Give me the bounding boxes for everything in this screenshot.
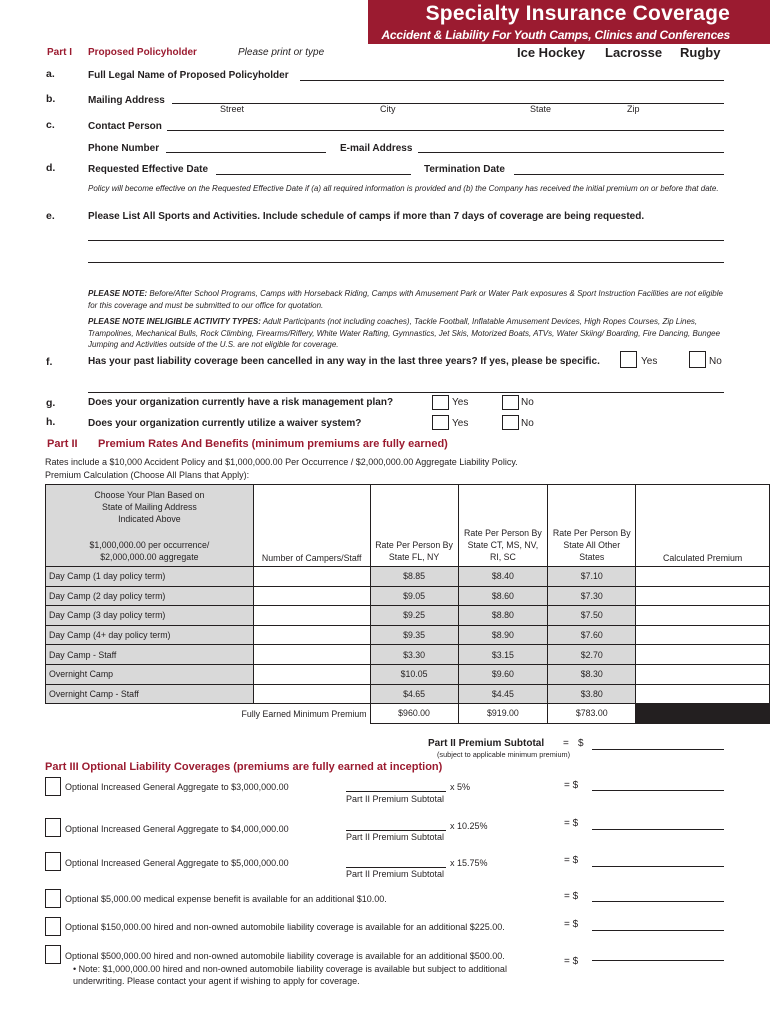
hired-500k-note: • Note: $1,000,000.00 hired and non-owned automobile liability coverage is available but subject to additional underwriting. Please contact your agent if wishing to apply for coverage. xyxy=(73,964,507,986)
hired-500k-premium-field[interactable] xyxy=(592,960,724,961)
please-note-1 xyxy=(88,288,728,311)
subtotal-label: Part II Premium Subtotal xyxy=(428,738,545,749)
effective-date-note: Policy will become effective on the Requested Effective Date if (a) all required information is provided and (b) the Company has received the initial premium on or before that date. xyxy=(88,184,719,193)
rate-ct: $8.40 xyxy=(458,567,548,587)
rate-other: $2.70 xyxy=(548,645,636,665)
rate-ct: $3.15 xyxy=(458,645,548,665)
street-sublabel: Street xyxy=(220,104,245,114)
option-4m-equals: = $ xyxy=(564,818,579,829)
plan-name: Day Camp (2 day policy term) xyxy=(46,586,254,606)
cancelled-no-checkbox[interactable] xyxy=(689,351,706,368)
termination-date-label: Termination Date xyxy=(424,164,505,175)
subtotal-dollar: $ xyxy=(578,738,584,749)
premium-rates-table xyxy=(45,484,770,724)
sport-lacrosse: Lacrosse xyxy=(605,45,663,60)
header-rate-ct: Rate Per Person By State CT, MS, NV, RI, SC xyxy=(458,485,548,567)
calc-premium-input[interactable] xyxy=(636,567,770,587)
rate-other: $3.80 xyxy=(548,684,636,704)
plan-name: Day Camp (3 day policy term) xyxy=(46,606,254,626)
please-note-2 xyxy=(88,316,728,351)
option-4m-premium-field[interactable] xyxy=(592,829,724,830)
plan-name: Day Camp - Staff xyxy=(46,645,254,665)
option-4m-label: Optional Increased General Aggregate to $4,000,000.00 xyxy=(65,824,289,834)
mailing-address-field[interactable] xyxy=(172,103,724,104)
risk-plan-question: Does your organization currently have a risk management plan? xyxy=(88,397,394,408)
header-plan-limits: $1,000,000.00 per occurrence/ $2,000,000.00 aggregate xyxy=(89,540,210,562)
campers-input[interactable] xyxy=(253,606,370,626)
minimum-premium-label: Fully Earned Minimum Premium xyxy=(46,704,371,724)
phone-label: Phone Number xyxy=(88,143,160,154)
min-fl-ny: $960.00 xyxy=(370,704,458,724)
waiver-question: Does your organization currently utilize a waiver system? xyxy=(88,418,362,429)
option-3m-label: Optional Increased General Aggregate to $3,000,000.00 xyxy=(65,782,289,792)
rate-fl-ny: $9.25 xyxy=(370,606,458,626)
rate-ct: $9.60 xyxy=(458,664,548,684)
min-other: $783.00 xyxy=(548,704,636,724)
item-letter-d: d. xyxy=(46,162,56,174)
rate-ct: $8.90 xyxy=(458,625,548,645)
campers-input[interactable] xyxy=(253,664,370,684)
header-rate-fl-ny: Rate Per Person By State FL, NY xyxy=(370,485,458,567)
phone-field[interactable] xyxy=(166,152,326,153)
plan-name: Overnight Camp - Staff xyxy=(46,684,254,704)
legal-name-field[interactable] xyxy=(300,80,724,81)
sport-ice-hockey: Ice Hockey xyxy=(517,45,585,60)
header-rate-other: Rate Per Person By State All Other States xyxy=(548,485,636,567)
option-4m-multiplier: x 10.25% xyxy=(450,821,488,831)
part2-label: Part II xyxy=(47,438,78,450)
legal-name-label: Full Legal Name of Proposed Policyholder xyxy=(88,70,289,81)
table-row xyxy=(46,586,770,606)
rate-fl-ny: $4.65 xyxy=(370,684,458,704)
hired-150k-label: Optional $150,000.00 hired and non-owned automobile liability coverage is available for an additional $225.00. xyxy=(65,922,505,932)
plan-name: Day Camp (1 day policy term) xyxy=(46,567,254,587)
item-letter-f: f. xyxy=(46,356,53,368)
mailing-address-label: Mailing Address xyxy=(88,95,165,106)
city-sublabel: City xyxy=(380,104,396,114)
cancelled-no-label: No xyxy=(709,356,722,367)
part2-intro-1: Rates include a $10,000 Accident Policy and $1,000,000.00 Per Occurrence / $2,000,000.00 Aggregate Liability Policy. xyxy=(45,457,518,467)
please-note-2-label: PLEASE NOTE INELIGIBLE ACTIVITY TYPES: xyxy=(88,317,261,326)
rate-fl-ny: $10.05 xyxy=(370,664,458,684)
rate-other: $7.10 xyxy=(548,567,636,587)
cancelled-yes-checkbox[interactable] xyxy=(620,351,637,368)
medical-equals: = $ xyxy=(564,891,579,902)
calc-premium-input[interactable] xyxy=(636,664,770,684)
risk-plan-yes-label: Yes xyxy=(452,397,469,408)
header-plan-text: Choose Your Plan Based on State of Mailing Address Indicated Above xyxy=(94,490,205,524)
contact-person-label: Contact Person xyxy=(88,121,162,132)
part2-intro-2: Premium Calculation (Choose All Plans that Apply): xyxy=(45,470,250,480)
option-4m-subtotal-field[interactable] xyxy=(346,830,446,831)
option-3m-equals: = $ xyxy=(564,780,579,791)
calc-premium-input[interactable] xyxy=(636,645,770,665)
risk-plan-no-checkbox[interactable] xyxy=(502,395,519,410)
waiver-no-checkbox[interactable] xyxy=(502,415,519,430)
header-campers: Number of Campers/Staff xyxy=(253,485,370,567)
table-row xyxy=(46,567,770,587)
hired-500k-equals: = $ xyxy=(564,956,579,967)
termination-date-field[interactable] xyxy=(514,174,724,175)
calc-premium-input[interactable] xyxy=(636,684,770,704)
part1-section-title: Proposed Policyholder xyxy=(88,47,197,58)
option-3m-checkbox[interactable] xyxy=(45,777,61,796)
rate-ct: $8.60 xyxy=(458,586,548,606)
table-row xyxy=(46,664,770,684)
header-calc-premium: Calculated Premium xyxy=(636,485,770,567)
calc-premium-input[interactable] xyxy=(636,606,770,626)
rate-fl-ny: $8.85 xyxy=(370,567,458,587)
header-plan xyxy=(46,485,254,567)
plan-name: Overnight Camp xyxy=(46,664,254,684)
sports-activities-label: Please List All Sports and Activities. Include schedule of camps if more than 7 days of coverage are being requested. xyxy=(88,211,645,222)
zip-sublabel: Zip xyxy=(627,104,640,114)
option-5m-multiplier: x 15.75% xyxy=(450,858,488,868)
rate-ct: $8.80 xyxy=(458,606,548,626)
email-field[interactable] xyxy=(418,152,724,153)
subtotal-field[interactable] xyxy=(592,749,724,750)
medical-label: Optional $5,000.00 medical expense benefit is available for an additional $10.00. xyxy=(65,894,387,904)
option-5m-sub-label: Part II Premium Subtotal xyxy=(346,869,445,879)
effective-date-label: Requested Effective Date xyxy=(88,164,209,175)
rate-other: $7.30 xyxy=(548,586,636,606)
item-letter-e: e. xyxy=(46,210,55,222)
subtotal-note: (subject to applicable minimum premium) xyxy=(437,750,571,759)
item-letter-b: b. xyxy=(46,93,56,105)
contact-person-field[interactable] xyxy=(167,130,724,131)
plan-name: Day Camp (4+ day policy term) xyxy=(46,625,254,645)
rate-other: $7.50 xyxy=(548,606,636,626)
calc-premium-input[interactable] xyxy=(636,586,770,606)
medical-premium-field[interactable] xyxy=(592,901,724,902)
waiver-no-label: No xyxy=(521,418,534,429)
cancelled-yes-label: Yes xyxy=(641,356,658,367)
please-note-1-label: PLEASE NOTE: xyxy=(88,289,148,298)
rate-other: $7.60 xyxy=(548,625,636,645)
please-note-2-text: Adult Participants (not including coaches), Tackle Football, Inflatable Amusement Devices, High Ropes Courses, Zip Lines, Trampolines, Mechanical Bulls, Rock Climbing, Firearms/Riflery, White Water Rafting, Gymnastics, Jet Skis, Motorized Boats, ATVs, Water Skiing/ Boarding, Fire Dancing, Bungee Jumping and Activities outside of the U.S. are not eligible for coverage. xyxy=(88,317,721,349)
item-letter-a: a. xyxy=(46,68,55,80)
campers-input[interactable] xyxy=(253,567,370,587)
email-label: E-mail Address xyxy=(340,143,413,154)
form-title: Specialty Insurance Coverage xyxy=(425,2,730,25)
form-subtitle: Accident & Liability For Youth Camps, Clinics and Conferences xyxy=(381,28,730,42)
part3-title: Part III Optional Liability Coverages (premiums are fully earned at inception) xyxy=(45,761,443,773)
option-3m-multiplier: x 5% xyxy=(450,782,471,792)
waiver-yes-label: Yes xyxy=(452,418,469,429)
campers-input[interactable] xyxy=(253,625,370,645)
print-instruction: Please print or type xyxy=(238,47,325,58)
state-sublabel: State xyxy=(530,104,552,114)
campers-input[interactable] xyxy=(253,586,370,606)
sport-rugby: Rugby xyxy=(680,45,721,60)
option-5m-premium-field[interactable] xyxy=(592,866,724,867)
medical-checkbox[interactable] xyxy=(45,889,61,908)
min-calc-blackout xyxy=(636,704,770,724)
table-row xyxy=(46,606,770,626)
rate-fl-ny: $9.05 xyxy=(370,586,458,606)
rate-fl-ny: $3.30 xyxy=(370,645,458,665)
campers-input[interactable] xyxy=(253,645,370,665)
option-3m-premium-field[interactable] xyxy=(592,790,724,791)
option-3m-sub-label: Part II Premium Subtotal xyxy=(346,794,445,804)
item-letter-g: g. xyxy=(46,397,56,409)
campers-input[interactable] xyxy=(253,684,370,704)
cancelled-question: Has your past liability coverage been cancelled in any way in the last three years? If yes, please be specific. xyxy=(88,356,600,367)
table-row xyxy=(46,684,770,704)
table-row xyxy=(46,645,770,665)
effective-date-field[interactable] xyxy=(216,174,411,175)
rate-ct: $4.45 xyxy=(458,684,548,704)
activities-field-1[interactable] xyxy=(88,240,724,241)
subtotal-equals: = xyxy=(563,738,569,749)
min-ct: $919.00 xyxy=(458,704,548,724)
table-row xyxy=(46,625,770,645)
table-header-row xyxy=(46,485,770,567)
risk-plan-no-label: No xyxy=(521,397,534,408)
activities-field-2[interactable] xyxy=(88,262,724,263)
option-5m-label: Optional Increased General Aggregate to $5,000,000.00 xyxy=(65,858,289,868)
calc-premium-input[interactable] xyxy=(636,625,770,645)
part1-label: Part I xyxy=(47,47,73,58)
item-letter-c: c. xyxy=(46,119,55,131)
item-letter-h: h. xyxy=(46,416,56,428)
option-4m-checkbox[interactable] xyxy=(45,818,61,837)
please-note-1-text: Before/After School Programs, Camps with Horseback Riding, Camps with Amusement Park or Water Park exposures & Sport Instruction Facilities are not eligible for this coverage and must be submitted to our office for quotation. xyxy=(88,289,723,310)
waiver-yes-checkbox[interactable] xyxy=(432,415,449,430)
option-5m-subtotal-field[interactable] xyxy=(346,867,446,868)
part2-title: Premium Rates And Benefits (minimum premiums are fully earned) xyxy=(98,438,448,450)
risk-plan-yes-checkbox[interactable] xyxy=(432,395,449,410)
option-5m-checkbox[interactable] xyxy=(45,852,61,871)
hired-500k-label: Optional $500,000.00 hired and non-owned automobile liability coverage is available for an additional $500.00. xyxy=(65,951,505,961)
option-4m-sub-label: Part II Premium Subtotal xyxy=(346,832,445,842)
hired-500k-checkbox[interactable] xyxy=(45,945,61,964)
cancelled-details-field[interactable] xyxy=(88,392,724,393)
rate-fl-ny: $9.35 xyxy=(370,625,458,645)
rate-other: $8.30 xyxy=(548,664,636,684)
minimum-premium-row xyxy=(46,704,770,724)
option-3m-subtotal-field[interactable] xyxy=(346,791,446,792)
hired-150k-equals: = $ xyxy=(564,919,579,930)
hired-150k-premium-field[interactable] xyxy=(592,930,724,931)
option-5m-equals: = $ xyxy=(564,855,579,866)
hired-150k-checkbox[interactable] xyxy=(45,917,61,936)
